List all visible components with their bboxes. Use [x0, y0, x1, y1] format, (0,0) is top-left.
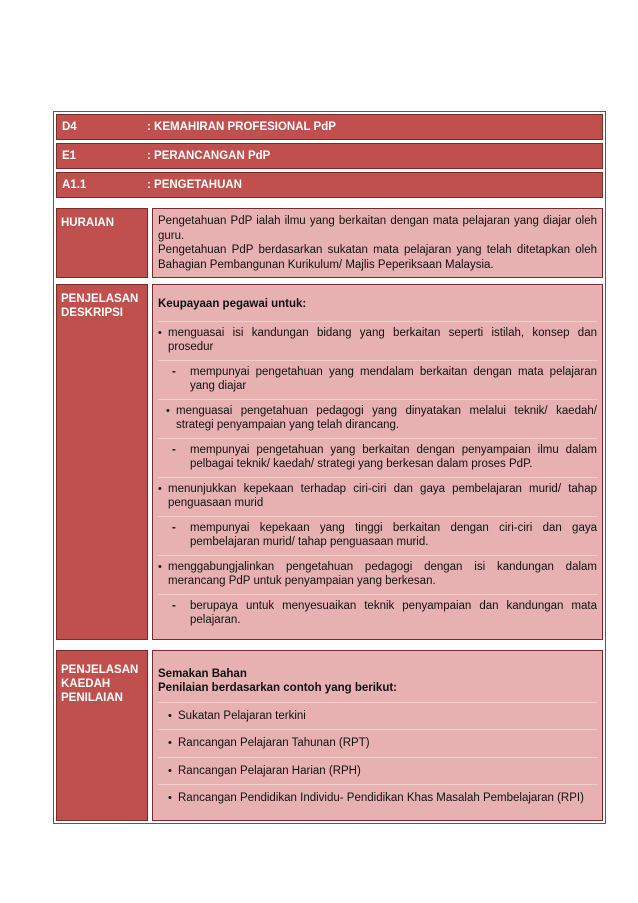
- dash-icon: -: [172, 599, 176, 612]
- bullet-text: menunjukkan kepekaan terhadap ciri-ciri dan gaya pembelajaran murid/ tahap penguasaan murid: [168, 482, 597, 509]
- deskripsi-intro: Keupayaan pegawai untuk:: [158, 298, 307, 310]
- kaedah-row: [56, 650, 603, 821]
- competency-table: [53, 111, 606, 824]
- bullet-icon: •: [168, 709, 172, 722]
- list-item: [158, 595, 597, 633]
- huraian-content: [152, 208, 603, 278]
- row-title: : PERANCANGAN PdP: [147, 150, 271, 162]
- bullet-icon: •: [168, 737, 172, 749]
- huraian-row: [56, 208, 603, 278]
- list-item: [158, 478, 597, 516]
- list-item: [158, 517, 597, 555]
- row-code: A1.1: [62, 179, 87, 191]
- sub-text: mempunyai pengetahuan yang berkaitan dengan penyampaian ilmu dalam pelbagai teknik/ kaedah/ strategi yang berkesan dalam proses PdP.: [190, 443, 597, 470]
- huraian-para-1: Pengetahuan PdP ialah ilmu yang berkaitan dengan mata pelajaran yang diajar oleh guru.: [158, 215, 597, 242]
- row-title: : PENGETAHUAN: [147, 179, 242, 191]
- list-item: [158, 784, 597, 812]
- dash-icon: -: [172, 521, 176, 534]
- bullet-icon: •: [158, 560, 162, 573]
- header-row-e1: [56, 143, 603, 169]
- header-row-d4: [56, 114, 603, 140]
- kaedah-label-line-3: PENILAIAN: [61, 691, 123, 704]
- kaedah-label-line-2: KAEDAH: [61, 677, 111, 690]
- bullet-icon: •: [166, 404, 170, 417]
- list-item: [158, 702, 597, 730]
- deskripsi-label-line-2: DESKRIPSI: [61, 307, 123, 319]
- dash-icon: -: [172, 443, 176, 456]
- row-title: : KEMAHIRAN PROFESIONAL PdP: [147, 121, 336, 133]
- bullet-text: menguasai pengetahuan pedagogi yang dinyatakan melalui teknik/ kaedah/ strategi penyampaian yang telah dirancang.: [176, 404, 597, 431]
- huraian-para-2: Pengetahuan PdP berdasarkan sukatan mata pelajaran yang telah ditetapkan oleh Bahagian Pembangunan Kurikulum/ Majlis Peperiksaan Malaysia.: [158, 244, 597, 271]
- row-code: D4: [62, 121, 77, 133]
- sub-text: berupaya untuk menyesuaikan teknik penyampaian dan kandungan mata pelajaran.: [190, 599, 597, 626]
- deskripsi-label: [56, 284, 148, 640]
- row-code: E1: [62, 150, 77, 162]
- dash-icon: -: [172, 365, 176, 378]
- kaedah-title: Semakan Bahan: [158, 667, 247, 680]
- deskripsi-row: [56, 284, 603, 640]
- kaedah-label: [56, 650, 148, 821]
- kaedah-subtitle: Penilaian berdasarkan contoh yang berikut:: [158, 682, 398, 694]
- bullet-icon: •: [168, 764, 172, 777]
- bullet-icon: •: [158, 482, 162, 495]
- list-item: [158, 556, 597, 594]
- list-item-text: Sukatan Pelajaran terkini: [178, 709, 306, 722]
- sub-text: mempunyai kepekaan yang tinggi berkaitan dengan ciri-ciri dan gaya pembelajaran murid/ tahap penguasaan murid.: [190, 521, 597, 548]
- sub-text: mempunyai pengetahuan yang mendalam berkaitan dengan mata pelajaran yang diajar: [190, 365, 597, 392]
- bullet-icon: •: [168, 792, 172, 804]
- kaedah-label-line-1: PENJELASAN: [61, 663, 139, 676]
- bullet-text: menggabungjalinkan pengetahuan pedagogi dengan isi kandungan dalam merancang PdP untuk penyampaian yang berkesan.: [168, 560, 597, 587]
- huraian-label: HURAIAN: [56, 208, 148, 278]
- list-item-text: Rancangan Pelajaran Tahunan (RPT): [178, 737, 370, 749]
- kaedah-content: [152, 650, 603, 821]
- list-item: [158, 361, 597, 399]
- deskripsi-label-line-1: PENJELASAN: [61, 293, 139, 305]
- bullet-text: menguasai isi kandungan bidang yang berkaitan seperti istilah, konsep dan prosedur: [168, 326, 597, 353]
- list-item: [158, 757, 597, 785]
- list-item: [158, 729, 597, 757]
- list-item: [158, 400, 597, 438]
- deskripsi-content: [152, 284, 603, 640]
- bullet-icon: •: [158, 326, 162, 339]
- list-item: [158, 439, 597, 477]
- list-item: [158, 322, 597, 360]
- list-item-text: Rancangan Pendidikan Individu- Pendidikan Khas Masalah Pembelajaran (RPI): [178, 792, 584, 804]
- list-item-text: Rancangan Pelajaran Harian (RPH): [178, 764, 361, 777]
- header-row-a11: [56, 172, 603, 198]
